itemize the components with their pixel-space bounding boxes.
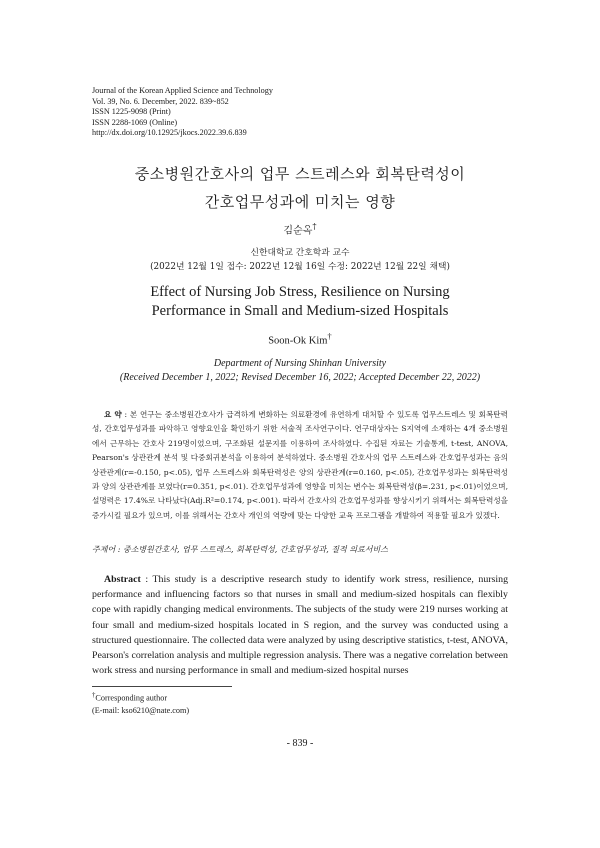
doi-link[interactable]: http://dx.doi.org/10.12925/jkocs.2022.39.6.839 — [92, 128, 247, 138]
footnote-email[interactable]: (E-mail: kso6210@nate.com) — [92, 706, 190, 716]
abstract-english-label: Abstract — [104, 574, 141, 585]
abstract-english-text: : This study is a descriptive research study to identify work stress, resilience, nursing performance and influencing factors so that nurses in small and medium-sized hospitals can flexibly cope with rapidly changing medical environments. The subjects of the study were 219 nurses working at four small and medium-sized hospitals located in S region, and the survey was conducted using a structured questionnaire. The collected data were analyzed by using descriptive statistics, t-test, ANOVA, Pearson's correlation analysis and multiple regression analysis. There was a negative correlation between work stress and nursing performance in small and medium-sized hospital nurses — [92, 574, 509, 677]
journal-info — [92, 86, 273, 139]
footnote-mark: † — [92, 692, 96, 699]
dagger-mark: † — [312, 221, 317, 231]
affiliation-korean-dept: 신한대학교 간호학과 교수 — [250, 248, 350, 258]
journal-name: Journal of the Korean Applied Science and Technology — [92, 86, 273, 95]
affiliation-korean-dates: (2022년 12월 1일 접수: 2022년 12월 16일 수정: 2022년 12월 22일 채택) — [150, 262, 450, 272]
title-english — [0, 283, 600, 321]
affiliation-english-dates: (Received December 1, 2022; Revised December 16, 2022; Accepted December 22, 2022) — [119, 372, 481, 383]
title-english-line2: Performance in Small and Medium-sized Hospitals — [151, 303, 449, 319]
affiliation-english-dept: Department of Nursing Shinhan University — [213, 358, 387, 369]
abstract-korean-text: : 본 연구는 중소병원간호사가 급격하게 변화하는 의료환경에 유연하게 대처할 수 있도록 업무스트레스 및 회복탄력성, 간호업무성과를 파악하고 영향요인을 확인하기 위한 서술적 조사연구이다. 연구대상자는 S지역에 소재하는 4개 중소병원에서 근무하는 간호사 219명이었으며, 구조화된 설문지를 이용하여 조사하였다. 수집된 자료는 기술통계, t-test, ANOVA, Pearson's 상관관계 분석 및 다중회귀분석을 이용하여 분석하였다. 중소병원 간호사의 업무 스트레스와 간호업무성과는 음의 상관관계(r=-0.150, p<.05), 업무 스트레스와 회복탄력성은 양의 상관관계(r=0.160, p<.05), 간호업무성과는 회복탄력성과 양의 상관관계를 보였다(r=0.351, p<.01). 간호업무성과에 영향을 미치는 변수는 회복탄력성(β=.231, p<.01)이었으며, 설명력은 17.4%로 나타났다(Adj.R²=0.174, p<.001). 따라서 간호사의 간호업무성과를 향상시키기 위해서는 회복탄력성을 증가시킬 필요가 있으며, 이를 위해서는 간호사 개인의 역량에 맞는 다양한 교육 프로그램을 개발하여 적용할 필요가 있겠다. — [92, 410, 508, 520]
page-number: - 839 - — [286, 738, 314, 749]
issn-online: ISSN 2288-1069 (Online) — [92, 117, 178, 127]
footnote-corresponding — [92, 690, 189, 705]
title-korean — [0, 160, 600, 216]
title-english-line1: Effect of Nursing Job Stress, Resilience on Nursing — [150, 284, 450, 300]
author-korean — [0, 221, 600, 236]
footnote — [92, 690, 189, 718]
footnote-divider — [92, 686, 232, 687]
abstract-korean-label: 요 약 — [104, 410, 122, 419]
dagger-mark-en: † — [327, 331, 332, 341]
abstract-english — [92, 572, 508, 678]
affiliation-english — [0, 357, 600, 385]
abstract-korean — [92, 408, 508, 523]
author-english-name: Soon-Ok Kim — [268, 335, 328, 347]
affiliation-korean — [0, 246, 600, 274]
author-english — [0, 331, 600, 347]
title-korean-line1: 중소병원간호사의 업무 스트레스와 회복탄력성이 — [134, 165, 466, 183]
footnote-label: Corresponding author — [95, 693, 168, 703]
title-korean-line2: 간호업무성과에 미치는 영향 — [204, 193, 396, 211]
author-korean-name: 김순옥 — [283, 225, 313, 237]
keywords-korean: 주제어 : 중소병원간호사, 업무 스트레스, 회복탄력성, 간호업무성과, 질적 의료서비스 — [92, 545, 388, 554]
issn-print: ISSN 1225-9098 (Print) — [92, 107, 171, 117]
journal-volume: Vol. 39, No. 6. December, 2022. 839~852 — [92, 96, 229, 106]
